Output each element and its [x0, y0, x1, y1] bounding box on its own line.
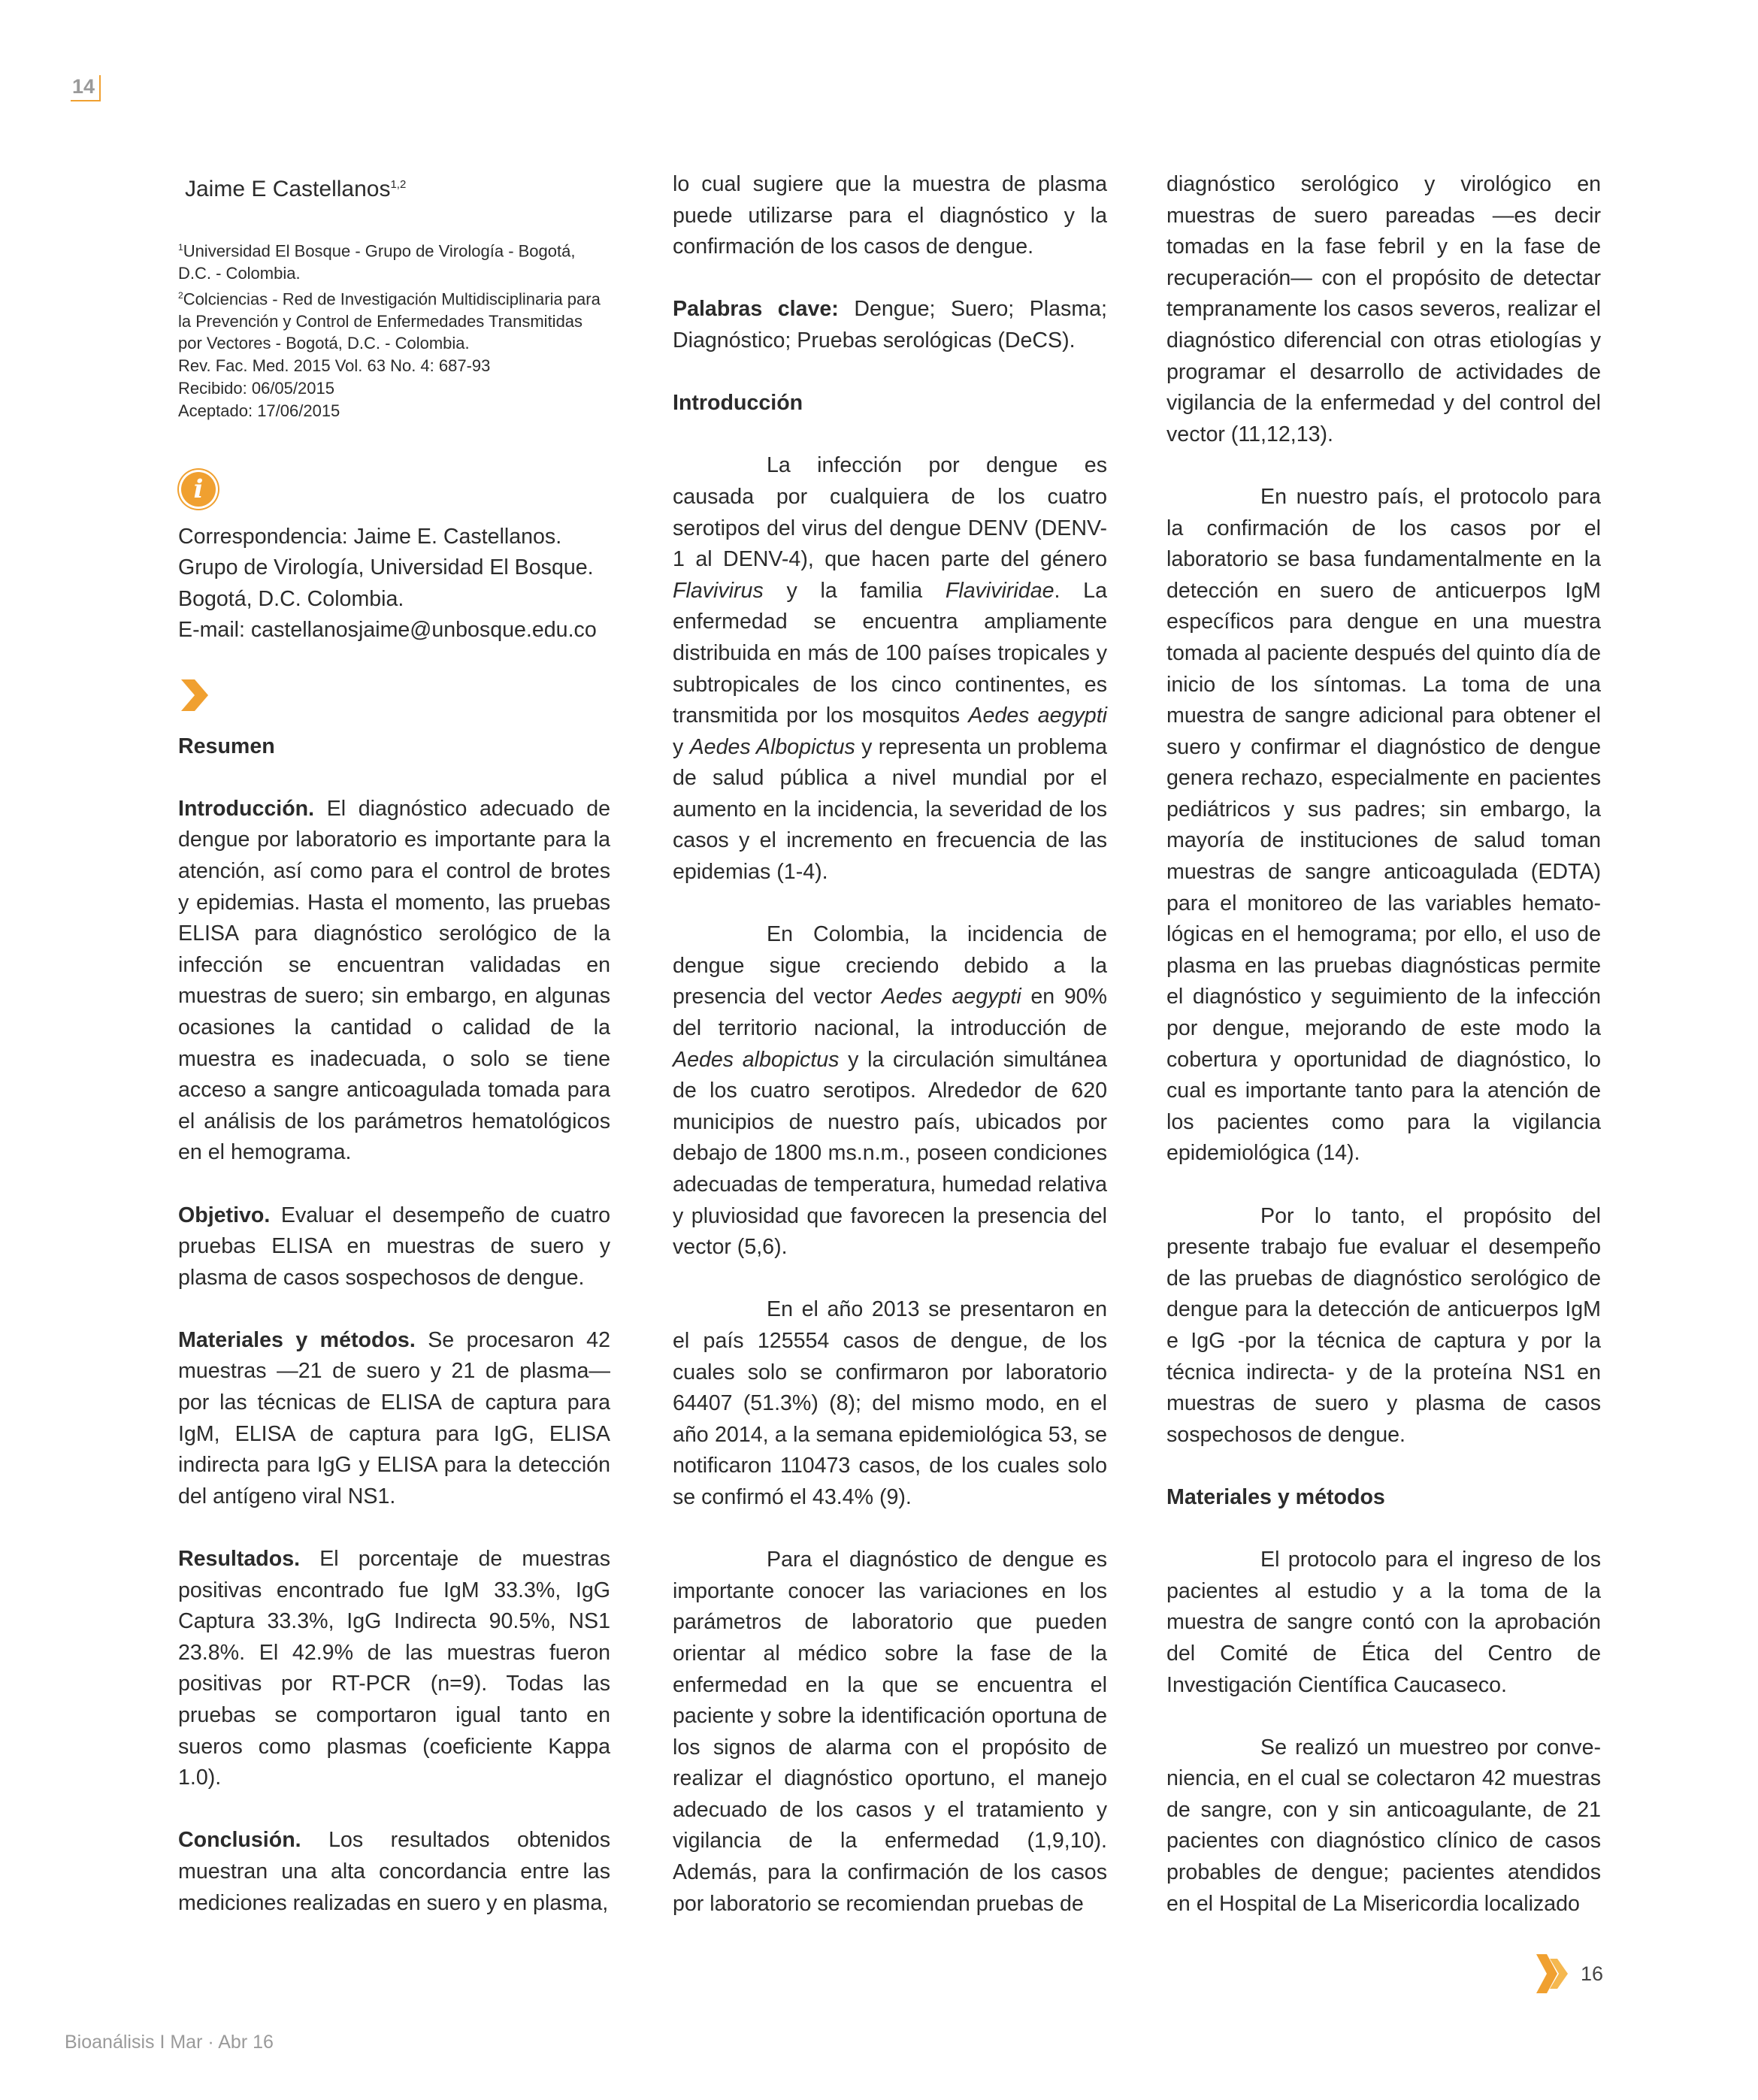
correspondence-line: Correspondencia: Jaime E. Castellanos. [178, 524, 562, 549]
intro-paragraph-1: La infección por dengue es causada por cualquiera de los cuatro serotipos del virus del dengue DENV (DENV-1 al DENV-4), que hacen parte del género Flavivirus y la familia Flaviviridae. La enfermedad se encuentra ampliamente distribuida en más de 100 países tropicales y subtropicales de los cinco continentes, es transmitida por los mosquitos Aedes aegypti y Aedes Albopictus y representa un problema de salud pública a nivel mundial por el aumento en la incidencia, la severidad de los casos y el incremento en frecuencia de las epidemias (1-4). [673, 453, 1107, 885]
column-2 [673, 169, 1107, 1951]
journal-ref: Rev. Fac. Med. 2015 Vol. 63 No. 4: 687-93 [178, 356, 491, 376]
column-1 [178, 169, 610, 1950]
affiliation-2: $^2$Colciencias - Red de Investigación Multidisciplinaria para la Prevención y Control de Enfermedades Transmitidas por Vectores - Bogotá, D.C. - Colombia. [178, 289, 601, 353]
intro-paragraph-6: Por lo tanto, el propósito del presente trabajo fue evaluar el desempeño de las pruebas de diagnóstico serológico de dengue para la detección de anticuerpos IgM e IgG -por la técnica de captura y por la técnica indirecta- y de la proteína NS1 en muestras de suero y plasma de casos sospechosos de dengue. [1166, 1203, 1601, 1447]
accepted-date: Aceptado: 17/06/2015 [178, 401, 340, 420]
affiliation-1: $^1$Universidad El Bosque - Grupo de Virología - Bogotá, D.C. - Colombia. [178, 241, 576, 283]
methods-heading: Materiales y métodos [1166, 1484, 1385, 1509]
intro-paragraph-4: Para el diagnóstico de dengue es importante conocer las variaciones en los parámetros de laboratorio que pueden orientar al médico sobre la fase de la enfermedad en la que se encuentra el paciente y sobre la identificación oportuna de los signos de alarma con el propósito de realizar el diagnóstico oportuno, el manejo adecuado de los casos y el tratamiento y vigilancia de la enfermedad (1,9,10). Además, para la confirmación de los casos por laboratorio se recomiendan pruebas de [673, 1548, 1107, 1916]
abstract-methods: Materiales y métodos. Se procesaron 42 muestras —21 de suero y 21 de plasma— por las técnicas de ELISA de captura para IgM, ELISA de captura para IgG, ELISA indirecta para IgG y ELISA para la detección del antígeno viral NS1. [178, 1327, 610, 1508]
abstract-conclusion-cont: lo cual sugiere que la muestra de plasma puede utilizarse para el diagnóstico y la confirmación de los casos de dengue. [673, 172, 1107, 259]
correspondence-line: Bogotá, D.C. Colombia. [178, 586, 404, 611]
author-affil-sup: 1,2 [390, 178, 407, 191]
methods-paragraph-2: Se realizó un muestreo por conve-niencia, en el cual se colectaron 42 muestras de sangre, con y sin anticoagulante, de 21 pacientes con diagnóstico clínico de casos probables de dengue; pacientes atendidos en el Hospital de La Misericordia localizado [1166, 1735, 1601, 1916]
author-name: Jaime E Castellanos [185, 177, 391, 201]
column-3 [1166, 169, 1601, 1951]
arrow-right-icon [180, 676, 210, 714]
abstract-results: Resultados. El porcentaje de muestras positivas encontrado fue IgM 33.3%, IgG Captura 33.3%, IgG Indirecta 90.5%, NS1 23.8%. El 42.9% de las muestras fueron positivas por RT-PCR (n=9). Todas las pruebas se comportaron igual tanto en sueros como plasmas (coeficiente Kappa 1.0). [178, 1547, 610, 1790]
intro-paragraph-3: En el año 2013 se presentaron en el país 125554 casos de dengue, de los cuales solo se confirmaron por laboratorio 64407 (51.3%) (8); del mismo modo, en el año 2014, a la semana epidemiológica 53, se notificaron 110473 casos, de los cuales solo se confirmó el 43.4% (9). [673, 1297, 1107, 1509]
abstract-conclusion: Conclusión. Los resultados obtenidos muestran una alta concordancia entre las mediciones realizadas en suero y en plasma, [178, 1828, 610, 1915]
introduction-heading: Introducción [673, 391, 803, 416]
next-page-indicator [1535, 1951, 1602, 1996]
intro-paragraph-2: En Colombia, la incidencia de dengue sigue creciendo debido a la presencia del vector Aedes aegypti en 90% del territorio nacional, la introducción de Aedes albopictus y la circulación simultánea de los cuatro serotipos. Alrededor de 620 municipios de nuestro país, ubicados por debajo de 1800 ms.n.m., poseen condiciones adecuadas de temperatura, humedad relativa y pluviosidad que favorecen la presencia del vector (5,6). [673, 922, 1107, 1260]
author-line [185, 169, 610, 205]
journal-footer: Bioanálisis I Mar · Abr 16 [65, 2032, 274, 2053]
abstract-introduction: Introducción. El diagnóstico adecuado de dengue por laboratorio es importante para la atención, así como para el control de brotes y epidemias. Hasta el momento, las pruebas ELISA para diagnóstico serológico de la infección se encuentran validadas en muestras de suero; sin embargo, en algunas ocasiones la cantidad o calidad de la muestra es inadecuada, o solo se tiene acceso a sangre anticoagulada tomada para el análisis de los parámetros hematológicos en el hemograma. [178, 796, 610, 1165]
received-date: Recibido: 06/05/2015 [178, 379, 334, 398]
intro-paragraph-4-cont: diagnóstico serológico y virológico en muestras de suero pareadas —es decir tomadas en la fase febril y en la fase de recuperación— con el propósito de detectar tempranamente los casos severos, realizar el diagnóstico diferencial con otras etiologías y programar el desarrollo de actividades de vigilancia de la enfermedad y del control del vector (11,12,13). [1166, 172, 1601, 446]
page-number-bottom: 16 [1581, 1962, 1604, 1985]
correspondence-line: Grupo de Virología, Universidad El Bosque. [178, 555, 594, 580]
double-chevron-icon [1535, 1951, 1577, 1996]
keywords: Palabras clave: Dengue; Suero; Plasma; Diagnóstico; Pruebas serológicas (DeCS). [673, 297, 1107, 353]
page-number-top: 14 [71, 75, 101, 101]
correspondence-email: E-mail: castellanosjaime@unbosque.edu.co [178, 618, 597, 643]
methods-paragraph-1: El protocolo para el ingreso de los pacientes al estudio y a la toma de la muestra de sangre contó con la aprobación del Comité de Ética del Centro de Investigación Científica Caucaseco. [1166, 1548, 1601, 1697]
abstract-heading: Resumen [178, 734, 275, 758]
abstract-objective: Objetivo. Evaluar el desempeño de cuatro pruebas ELISA en muestras de suero y plasma de casos sospechosos de dengue. [178, 1203, 610, 1290]
info-icon: i [181, 472, 216, 507]
intro-paragraph-5: En nuestro país, el protocolo para la confirmación de los casos por el laboratorio se basa fundamentalmente en la detección en suero de anticuerpos IgM específicos para dengue en una muestra tomada al paciente después del quinto día de inicio de los síntomas. La toma de una muestra de sangre adicional para obtener el suero y confirmar el diagnóstico de dengue genera rechazo, especialmente en pacientes pediátricos y sus padres; sin embargo, la mayoría de instituciones de salud toman muestras de sangre anticoagulada (EDTA) para el monitoreo de las variables hemato-lógicas en el hemograma; por ello, el uso de plasma en las pruebas diagnósticas permite el diagnóstico y seguimiento de la infección por dengue, mejorando de este modo la cobertura y oportunidad de diagnóstico, lo cual es importante tanto para la atención de los pacientes como para la vigilancia epidemiológica (14). [1166, 484, 1601, 1166]
